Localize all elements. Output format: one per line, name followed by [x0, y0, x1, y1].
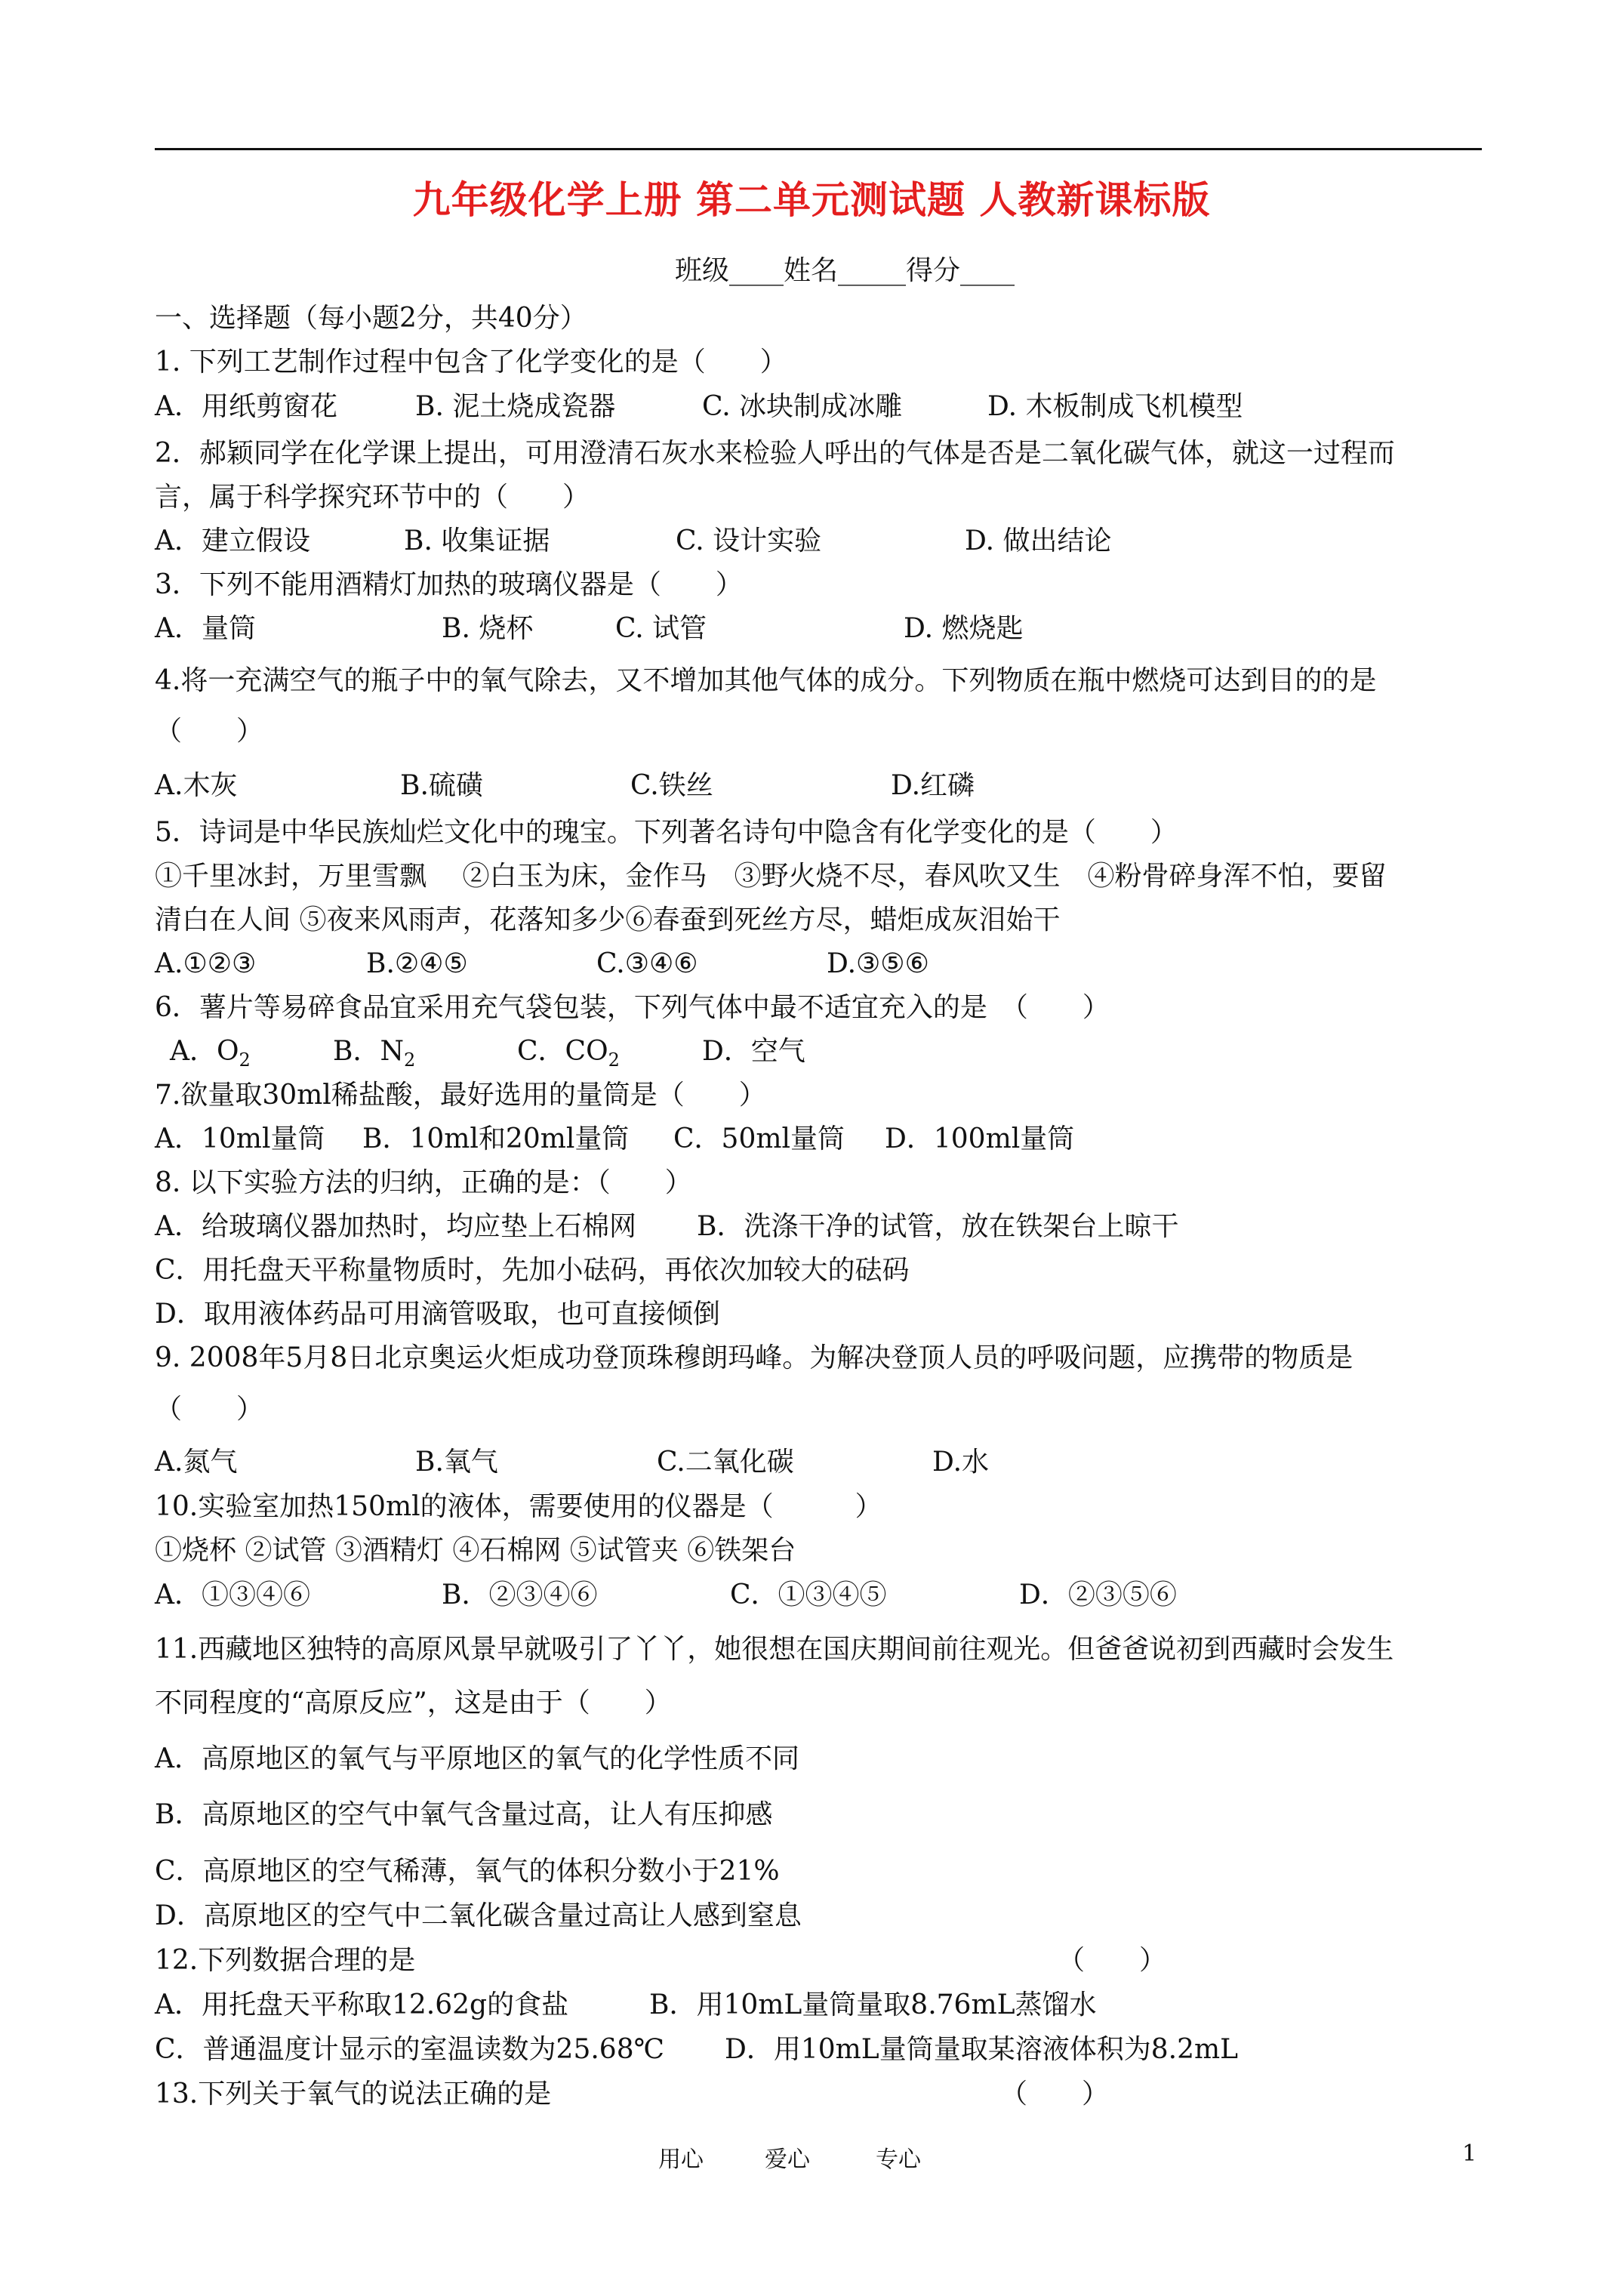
option-b: B. 泥土烧成瓷器 — [415, 391, 616, 422]
option-d: D．空气 — [702, 1036, 805, 1067]
question-11-stem-line2: 不同程度的“高原反应”，这是由于（ ） — [155, 1687, 672, 1718]
option-b: B．N2 — [333, 1036, 416, 1071]
option-d: D.红磷 — [891, 770, 975, 801]
question-8-option-c: C．用托盘天平称量物质时，先加小砝码，再依次加较大的砝码 — [155, 1255, 910, 1286]
option-c: C.③④⑥ — [596, 948, 698, 979]
option-d: D. 木板制成飞机模型 — [987, 391, 1243, 422]
question-2-stem-line1: 2．郝颖同学在化学课上提出，可用澄清石灰水来检验人呼出的气体是否是二氧化碳气体，就这一过程而 — [155, 438, 1395, 469]
option-d: D. 做出结论 — [965, 525, 1112, 556]
question-12-stem: 12.下列数据合理的是 （ ） — [155, 1943, 1166, 1979]
footer-text-1: 用心 — [658, 2147, 704, 2173]
question-3-stem: 3．下列不能用酒精灯加热的玻璃仪器是（ ） — [155, 569, 743, 600]
question-11-stem-line1: 11.西藏地区独特的高原风景早就吸引了丫丫，她很想在国庆期间前往观光。但爸爸说初到西藏时会发生 — [155, 1634, 1394, 1665]
option-a: A．用托盘天平称取12.62g的食盐 — [155, 1989, 569, 2020]
question-4-stem-line2: （ ） — [155, 716, 264, 747]
option-b: B．②③④⑥ — [442, 1579, 598, 1610]
question-7-options — [155, 1121, 1074, 1157]
question-6-stem: 6．薯片等易碎食品宜采用充气袋包装，下列气体中最不适宜充入的是 （ ） — [155, 992, 1110, 1023]
question-13-stem: 13.下列关于氧气的说法正确的是 （ ） — [155, 2076, 1109, 2113]
question-10-options — [155, 1577, 1177, 1613]
question-12-options-ab — [155, 1987, 1097, 2023]
option-c: C．普通温度计显示的室温读数为25.68℃ — [155, 2034, 664, 2065]
option-b: B.②④⑤ — [366, 948, 468, 979]
option-b: B. 烧杯 — [442, 613, 534, 644]
option-a: A．建立假设 — [155, 525, 310, 556]
option-d: D．100ml量筒 — [885, 1123, 1075, 1154]
top-rule — [155, 148, 1482, 150]
question-4-options — [155, 768, 975, 804]
option-d: D.水 — [932, 1447, 990, 1478]
student-info-line: 班级____姓名_____得分____ — [674, 255, 1015, 286]
option-a: A．①③④⑥ — [155, 1579, 310, 1610]
question-12-options-cd — [155, 2032, 1238, 2068]
option-d: D.③⑤⑥ — [827, 948, 929, 979]
option-a: A.①②③ — [155, 948, 257, 979]
question-11-option-c: C．高原地区的空气稀薄，氧气的体积分数小于21% — [155, 1856, 780, 1887]
option-c: C．50ml量筒 — [673, 1123, 845, 1154]
option-a: A．给玻璃仪器加热时，均应垫上石棉网 — [155, 1211, 636, 1242]
page-number: 1 — [1462, 2140, 1477, 2167]
question-9-stem-line1: 9. 2008年5月8日北京奥运火炬成功登顶珠穆朗玛峰。为解决登顶人员的呼吸问题，应携带的物质是 — [155, 1342, 1354, 1373]
option-d: D．②③⑤⑥ — [1019, 1579, 1177, 1610]
question-5-options — [155, 946, 929, 982]
question-2-stem-line2: 言，属于科学探究环节中的（ ） — [155, 482, 590, 513]
question-5-poem-line1: ①千里冰封，万里雪飘 ②白玉为床，金作马 ③野火烧不尽，春风吹又生 ④粉骨碎身浑不怕，要留 — [155, 861, 1387, 892]
option-a: A.氮气 — [155, 1447, 238, 1478]
question-11-option-b: B．高原地区的空气中氧气含量过高，让人有压抑感 — [155, 1799, 773, 1830]
question-11-option-d: D．高原地区的空气中二氧化碳含量过高让人感到窒息 — [155, 1900, 802, 1931]
section-heading: 一、选择题（每小题2分，共40分） — [155, 303, 587, 334]
footer-text-2: 爱心 — [765, 2147, 810, 2173]
option-b: B．洗涤干净的试管，放在铁架台上晾干 — [697, 1211, 1179, 1242]
option-a: A．量筒 — [155, 613, 256, 644]
option-a: A.木灰 — [155, 770, 238, 801]
option-b: B．用10mL量筒量取8.76mL蒸馏水 — [649, 1989, 1097, 2020]
question-1-stem: 1. 下列工艺制作过程中包含了化学变化的是（ ） — [155, 347, 787, 378]
option-c: C. 试管 — [615, 613, 707, 644]
option-c: C. 设计实验 — [676, 525, 822, 556]
question-1-options — [155, 389, 1243, 425]
question-8-option-d: D．取用液体药品可用滴管吸取，也可直接倾倒 — [155, 1299, 720, 1330]
question-10-items: ①烧杯 ②试管 ③酒精灯 ④石棉网 ⑤试管夹 ⑥铁架台 — [155, 1535, 796, 1566]
question-2-options — [155, 523, 1111, 559]
option-a: A．10ml量筒 — [155, 1123, 325, 1154]
question-7-stem: 7.欲量取30ml稀盐酸，最好选用的量筒是（ ） — [155, 1080, 766, 1111]
answer-parentheses: （ ） — [1058, 1945, 1167, 1976]
question-9-stem-line2: （ ） — [155, 1394, 264, 1425]
question-11-option-a: A．高原地区的氧气与平原地区的氧气的化学性质不同 — [155, 1743, 799, 1774]
option-b: B.硫磺 — [400, 770, 483, 801]
option-c: C．①③④⑤ — [730, 1579, 887, 1610]
question-9-options — [155, 1444, 989, 1481]
option-b: B. 收集证据 — [404, 525, 550, 556]
question-5-poem-line2: 清白在人间 ⑤夜来风雨声，花落知多少⑥春蚕到死丝方尽，蜡炬成灰泪始干 — [155, 905, 1061, 935]
option-d: D．用10mL量筒量取某溶液体积为8.2mL — [725, 2034, 1239, 2065]
option-c: C．CO2 — [517, 1036, 620, 1071]
question-4-stem-line1: 4.将一充满空气的瓶子中的氧气除去，又不增加其他气体的成分。下列物质在瓶中燃烧可达到目的的是 — [155, 665, 1377, 696]
question-5-stem: 5．诗词是中华民族灿烂文化中的瑰宝。下列著名诗句中隐含有化学变化的是（ ） — [155, 817, 1178, 848]
question-3-options — [155, 611, 1023, 647]
question-6-options — [170, 1034, 805, 1078]
question-8-stem: 8. 以下实验方法的归纳，正确的是：（ ） — [155, 1167, 692, 1198]
option-a: A．O2 — [170, 1036, 251, 1071]
answer-parentheses: （ ） — [1000, 2079, 1110, 2110]
option-c: C.二氧化碳 — [657, 1447, 794, 1478]
option-c: C. 冰块制成冰雕 — [702, 391, 903, 422]
footer-text-3: 专心 — [876, 2147, 921, 2173]
page-title: 九年级化学上册 第二单元测试题 人教新课标版 — [412, 177, 1211, 222]
option-b: B．10ml和20ml量筒 — [362, 1123, 630, 1154]
question-10-stem: 10.实验室加热150ml的液体，需要使用的仪器是（ ） — [155, 1491, 882, 1522]
question-8-options-ab — [155, 1209, 1178, 1245]
option-d: D. 燃烧匙 — [904, 613, 1024, 644]
option-a: A．用纸剪窗花 — [155, 391, 337, 422]
option-c: C.铁丝 — [630, 770, 713, 801]
option-b: B.氧气 — [415, 1447, 498, 1478]
